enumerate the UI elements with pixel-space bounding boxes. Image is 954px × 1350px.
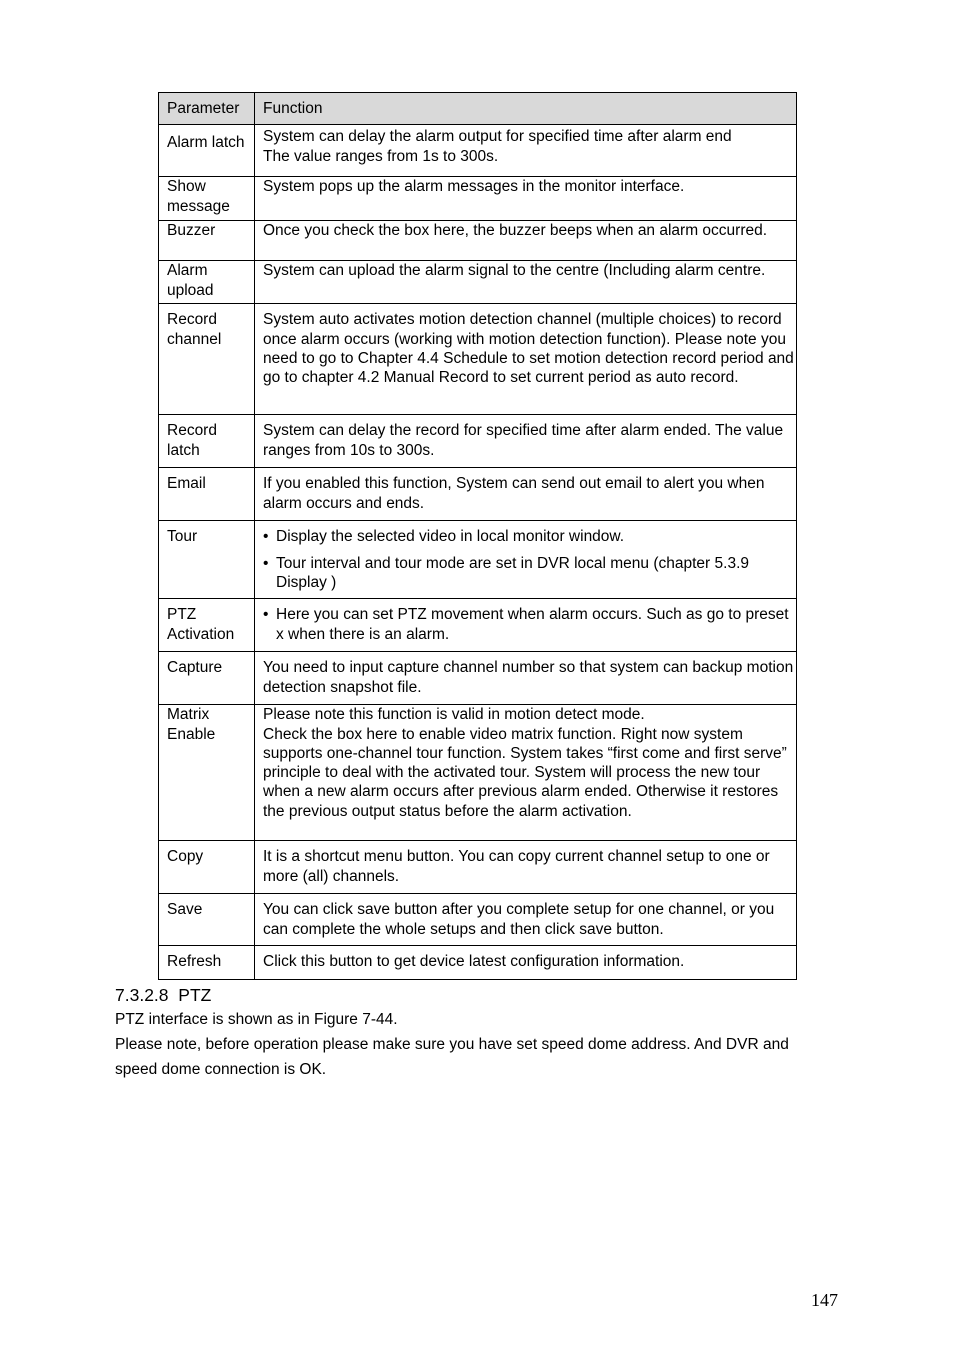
parameter-cell: Capture <box>159 652 255 705</box>
bullet-item: • Display the selected video in local monitor window. <box>263 527 794 546</box>
column-header-function: Function <box>255 93 797 125</box>
parameter-cell: Record channel <box>159 304 255 415</box>
table-row <box>159 946 797 980</box>
section-title: PTZ <box>178 985 212 1005</box>
table-row <box>159 841 797 894</box>
function-text: System can upload the alarm signal to the centre (Including alarm centre. <box>263 262 766 280</box>
table-row <box>159 599 797 652</box>
function-cell <box>255 521 797 599</box>
body-paragraph: PTZ interface is shown as in Figure 7-44. <box>115 1011 398 1028</box>
function-cell <box>255 415 797 468</box>
table-row <box>159 652 797 705</box>
table-row <box>159 705 797 841</box>
table-row <box>159 304 797 415</box>
column-header-parameter: Parameter <box>159 93 255 125</box>
function-text: System auto activates motion detection channel (multiple choices) to record once alarm occurs (working with motion detection function). Please note you need to go to Chapter 4.4 Schedule to set motion detection record period and go to chapter 4.2 Manual Record to set current period as auto record. <box>263 311 794 387</box>
function-cell <box>255 221 797 261</box>
function-text: Click this button to get device latest configuration information. <box>263 953 685 971</box>
function-cell <box>255 468 797 521</box>
table-row <box>159 468 797 521</box>
function-text: It is a shortcut menu button. You can copy current channel setup to one or more (all) channels. <box>263 848 770 885</box>
bullet-item: • Here you can set PTZ movement when alarm occurs. Such as go to preset x when there is an alarm. <box>263 605 794 644</box>
function-cell <box>255 652 797 705</box>
table-row <box>159 415 797 468</box>
function-cell <box>255 599 797 652</box>
function-text: If you enabled this function, System can send out email to alert you when alarm occurs and ends. <box>263 475 765 512</box>
function-text: System can delay the alarm output for specified time after alarm end <box>263 128 732 146</box>
bullet-item: • Tour interval and tour mode are set in DVR local menu (chapter 5.3.9 Display ) <box>263 554 794 593</box>
function-text: System pops up the alarm messages in the monitor interface. <box>263 178 685 196</box>
function-cell <box>255 177 797 221</box>
section-number: 7.3.2.8 <box>115 985 169 1005</box>
parameter-cell: Alarm upload <box>159 261 255 304</box>
table-row <box>159 894 797 946</box>
function-text: You need to input capture channel number so that system can backup motion detection snapshot file. <box>263 659 794 696</box>
parameter-cell: Save <box>159 894 255 946</box>
table-row <box>159 221 797 261</box>
function-text: Check the box here to enable video matrix function. Right now system supports one-channel tour function. System takes “first come and first serve” principle to deal with the activated tour. System will process the new tour when a new alarm occurs after previous alarm ended. Otherwise it restores the previous output status before the alarm activation. <box>263 725 787 820</box>
parameter-cell: Record latch <box>159 415 255 468</box>
function-cell <box>255 894 797 946</box>
bullet-list <box>263 527 794 592</box>
parameter-cell: Matrix Enable <box>159 705 255 841</box>
table-header-row <box>159 93 797 125</box>
parameter-cell: Refresh <box>159 946 255 980</box>
function-cell <box>255 261 797 304</box>
function-text: Once you check the box here, the buzzer beeps when an alarm occurred. <box>263 222 768 240</box>
function-text: The value ranges from 1s to 300s. <box>263 147 499 165</box>
parameter-table <box>158 92 797 980</box>
parameter-cell: Email <box>159 468 255 521</box>
function-cell <box>255 841 797 894</box>
table-row <box>159 521 797 599</box>
parameter-cell: Tour <box>159 521 255 599</box>
parameter-cell: Copy <box>159 841 255 894</box>
section-heading <box>115 985 211 1006</box>
function-text: You can click save button after you complete setup for one channel, or you can complete the whole setups and then click save button. <box>263 901 775 938</box>
function-cell <box>255 705 797 841</box>
function-cell <box>255 946 797 980</box>
bullet-list <box>263 605 794 644</box>
function-text: Please note this function is valid in motion detect mode. <box>263 706 645 724</box>
function-cell <box>255 125 797 177</box>
parameter-cell: Show message <box>159 177 255 221</box>
table-row <box>159 177 797 221</box>
function-cell <box>255 304 797 415</box>
body-paragraph: Please note, before operation please make sure you have set speed dome address. And DVR and speed dome connection is OK. <box>115 1036 789 1078</box>
parameter-cell: Buzzer <box>159 221 255 261</box>
table-row <box>159 261 797 304</box>
parameter-cell: PTZ Activation <box>159 599 255 652</box>
page-number: 147 <box>811 1290 838 1310</box>
table-row <box>159 125 797 177</box>
parameter-cell: Alarm latch <box>159 125 255 177</box>
function-text: System can delay the record for specified time after alarm ended. The value ranges from 10s to 300s. <box>263 422 784 459</box>
